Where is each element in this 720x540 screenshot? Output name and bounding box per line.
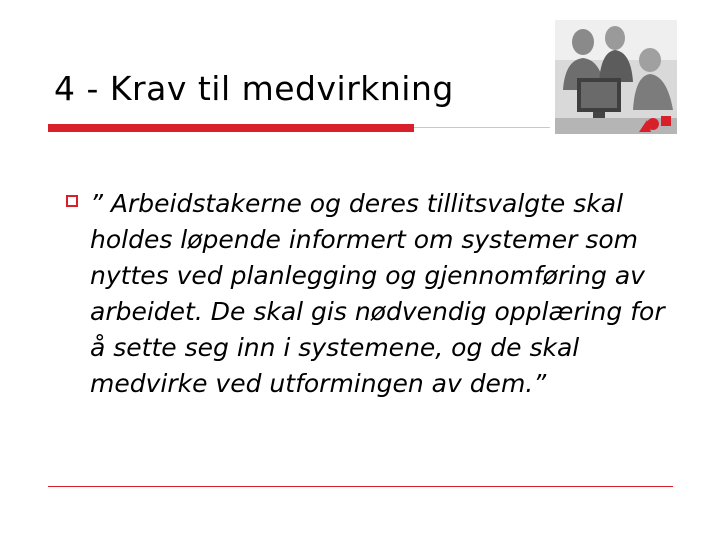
- title-underline-thin: [414, 127, 550, 128]
- bullet-item: [66, 186, 686, 402]
- hollow-square-bullet-icon: [66, 195, 78, 207]
- bullet-text: ” Arbeidstakerne og deres tillitsvalgte skal holdes løpende informert om systemer som nyttes ved planlegging og gjennomføring av arbeidet. De skal gis nødvendig opplæring for å sette seg inn i systemene, og de skal medvirke ved utformingen av dem.”: [90, 189, 665, 398]
- title-underline-accent: [48, 124, 414, 132]
- footer-divider: [48, 486, 673, 487]
- slide-content: [66, 186, 686, 402]
- people-at-computer-photo: [555, 20, 677, 134]
- slide-title: 4 - Krav til medvirkning: [54, 69, 454, 108]
